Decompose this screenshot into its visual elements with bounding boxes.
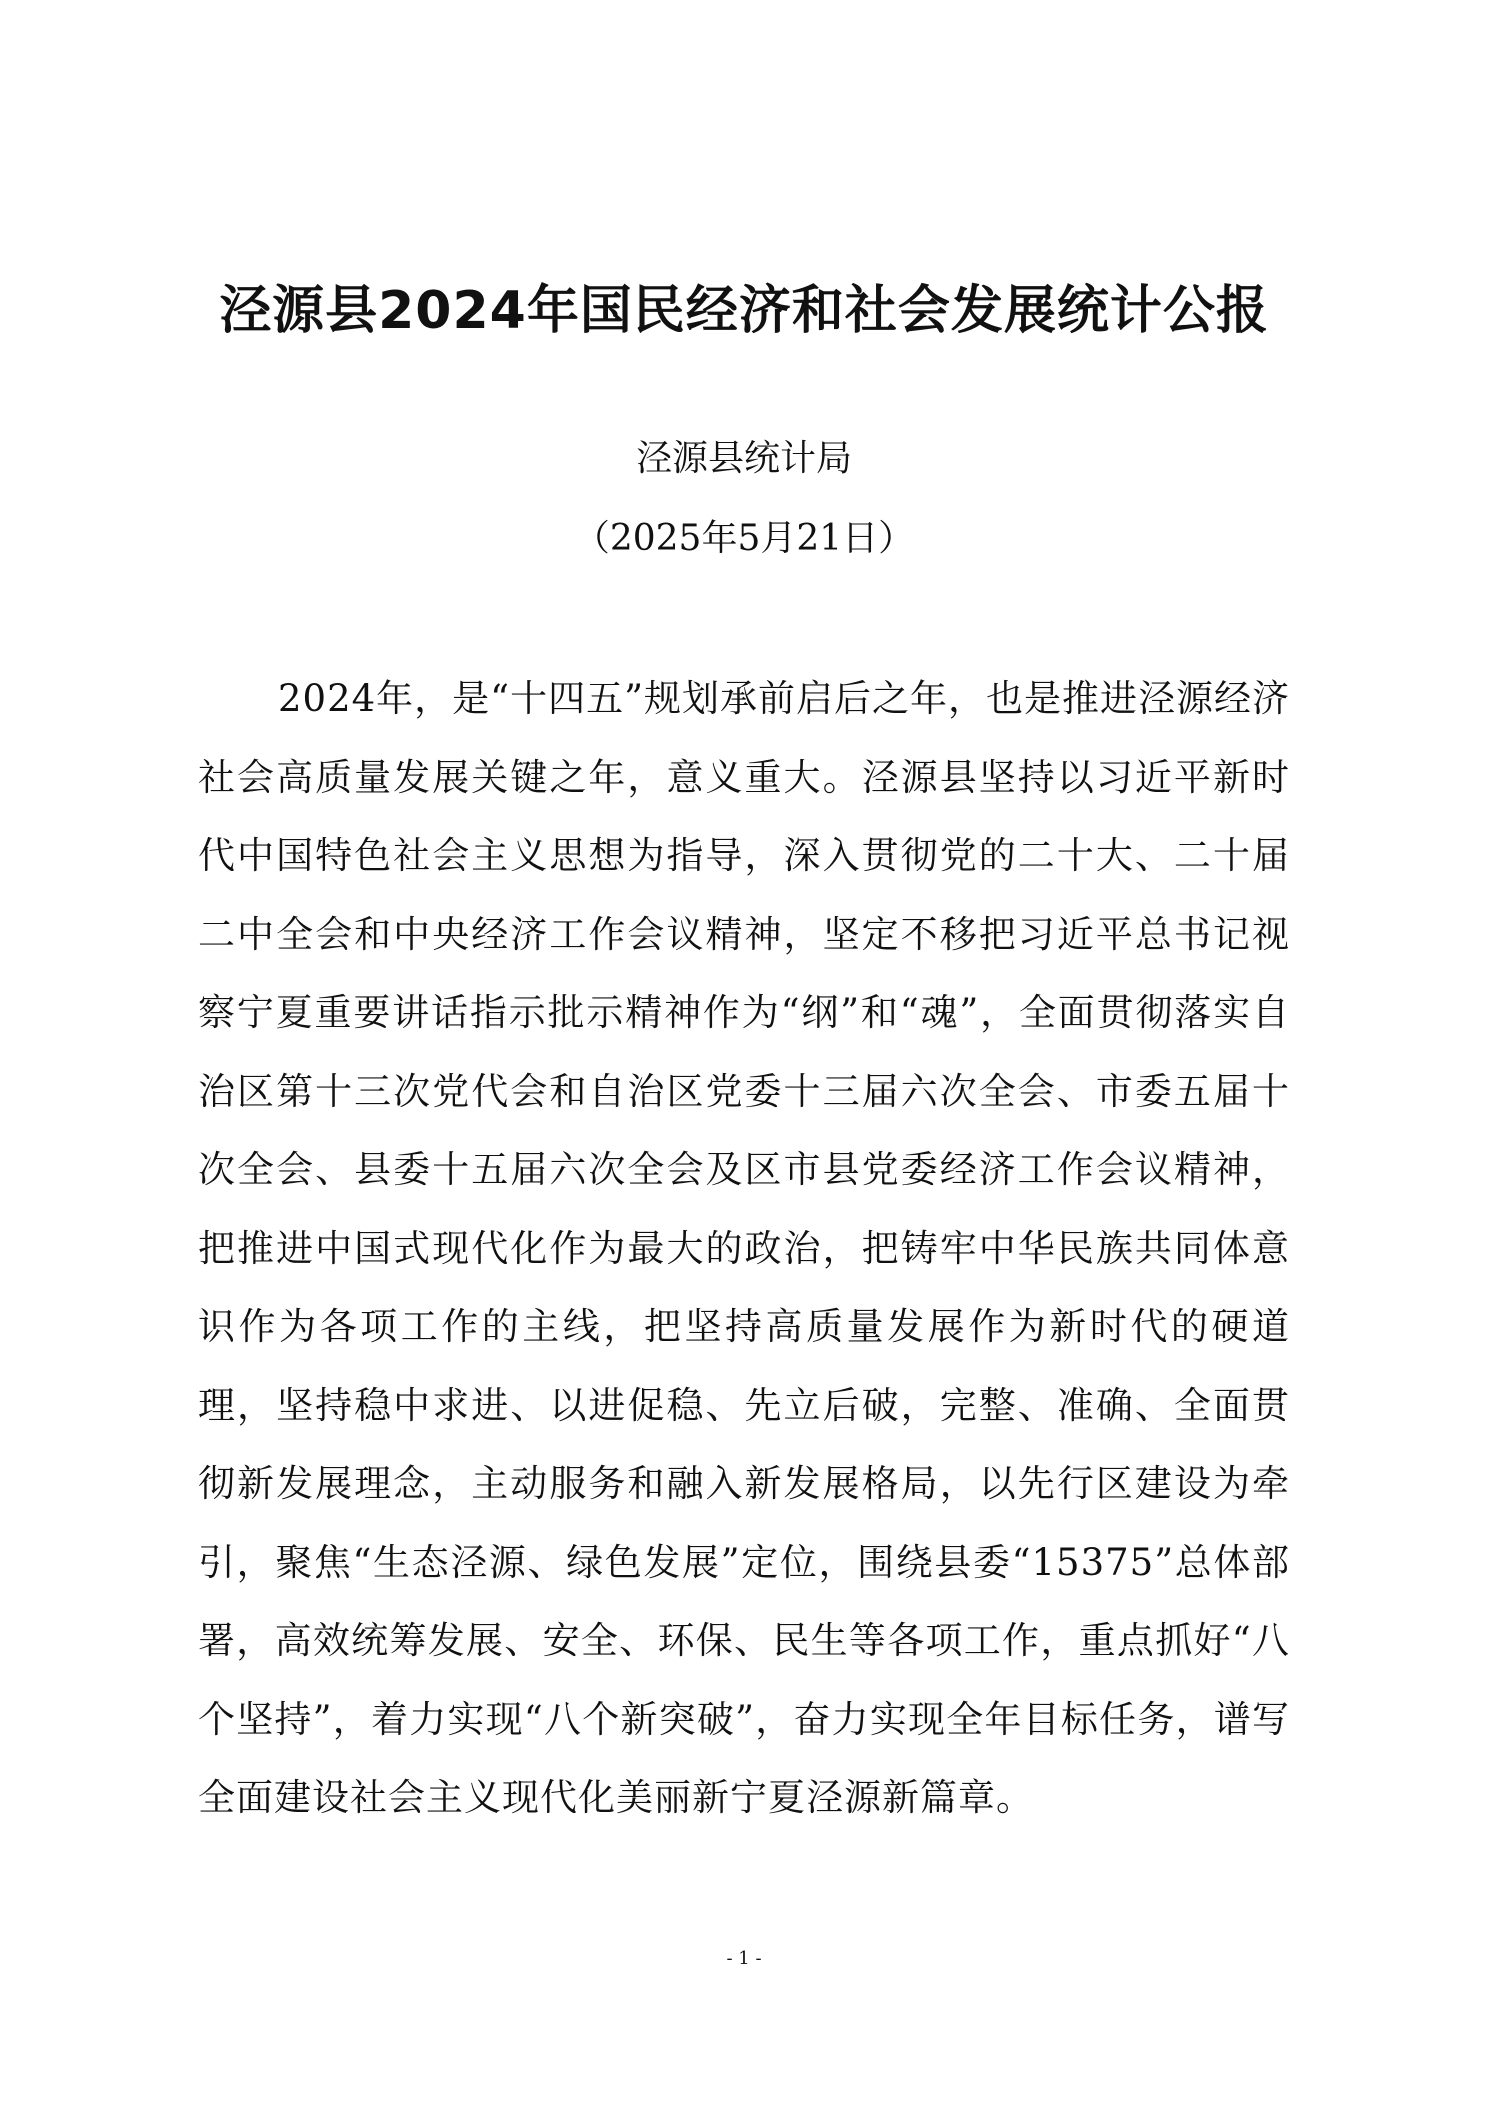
page-number: - 1 - [726, 1948, 762, 1969]
date-line: （2025年5月21日） [573, 518, 915, 559]
author-line: 泾源县统计局 [635, 438, 852, 479]
page-title: 泾源县2024年国民经济和社会发展统计公报 [219, 281, 1269, 341]
body-paragraph: 2024年，是“十四五”规划承前启后之年，也是推进泾源经济社会高质量发展关键之年，意义重大。泾源县坚持以习近平新时代中国特色社会主义思想为指导，深入贯彻党的二十大、二十届二中全会和中央经济工作会议精神，坚定不移把习近平总书记视察宁夏重要讲话指示批示精神作为“纲”和“魂”，全面贯彻落实自治区第十三次党代会和自治区党委十三届六次全会、市委五届十次全会、县委十五届六次全会及区市县党委经济工作会议精神，把推进中国式现代化作为最大的政治，把铸牢中华民族共同体意识作为各项工作的主线，把坚持高质量发展作为新时代的硬道理，坚持稳中求进、以进促稳、先立后破，完整、准确、全面贯彻新发展理念，主动服务和融入新发展格局，以先行区建设为牵引，聚焦“生态泾源、绿色发展”定位，围绕县委“15375”总体部署，高效统筹发展、安全、环保、民生等各项工作，重点抓好“八个坚持”，着力实现“八个新突破”，奋力实现全年目标任务，谱写全面建设社会主义现代化美丽新宁夏泾源新篇章。 [198, 677, 1290, 1819]
